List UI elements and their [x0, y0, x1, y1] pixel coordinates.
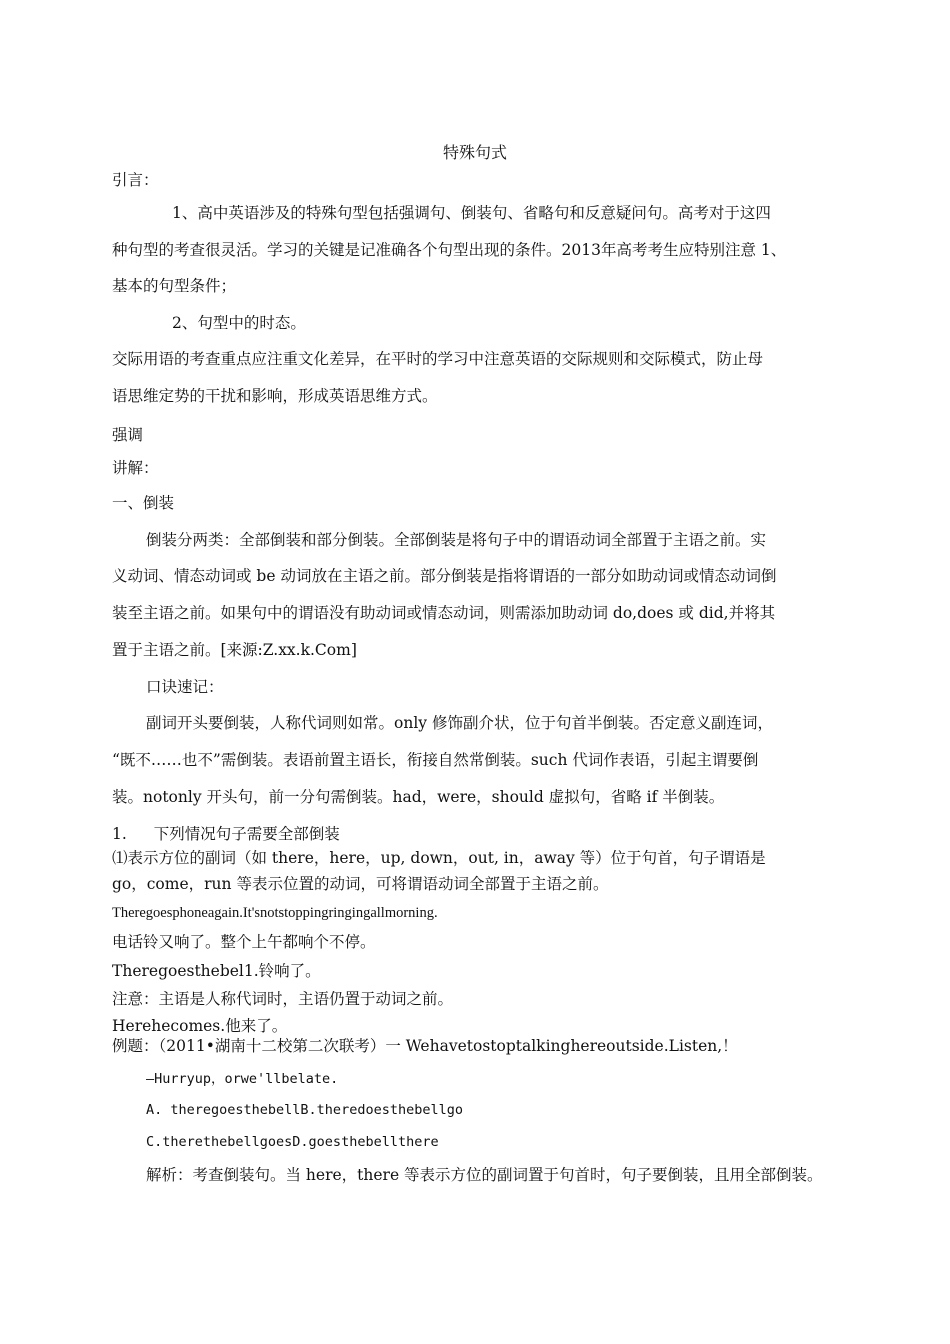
intro-paragraph-line-2: 种句型的考查很灵活。学习的关键是记准确各个句型出现的条件。2013年高考考生应特别注意 1、 — [112, 241, 787, 259]
question-options-cd: C.therethebellgoesD.goesthebellthere — [146, 1134, 439, 1150]
answer-analysis: 解析：考查倒装句。当 here，there 等表示方位的副词置于句首时，句子要倒装，且用全部倒装。 — [146, 1166, 823, 1184]
intro-paragraph-2: 2、句型中的时态。 — [172, 314, 306, 332]
question-line-1: 例题：（2011•湖南十二校第二次联考）一 Wehavetostoptalkinghereoutside.Listen,！ — [112, 1037, 738, 1055]
note-line: 注意：主语是人称代词时，主语仍置于动词之前。 — [112, 990, 454, 1008]
question-options-ab: A. theregoesthebellB.theredoesthebellgo — [146, 1102, 463, 1118]
intro-label: 引言： — [112, 171, 159, 189]
section-heading-inversion: 一、倒装 — [112, 494, 175, 512]
sub-item-1-line-2: go，come，run 等表示位置的动词，可将谓语动词全部置于主语之前。 — [112, 875, 609, 893]
emphasis-heading: 强调 — [112, 426, 144, 444]
intro-paragraph-line-3: 基本的句型条件； — [112, 277, 237, 295]
inversion-paragraph-line-3: 装至主语之前。如果句中的谓语没有助动词或情态动词，则需添加助动词 do,does 或 did,并将其 — [112, 604, 776, 622]
mnemonic-line-2: “既不……也不”需倒装。表语前置主语长，衔接自然常倒装。such 代词作表语，引起主谓要倒 — [112, 751, 759, 769]
sub-item-1-line-1: ⑴表示方位的副词（如 there，here，up, down，out, in，away 等）位于句首，句子谓语是 — [112, 849, 766, 867]
example-3: Herehecomes.他来了。 — [112, 1017, 288, 1035]
explanation-label: 讲解： — [112, 459, 159, 477]
communication-line-1: 交际用语的考查重点应注重文化差异，在平时的学习中注意英语的交际规则和交际模式，防止母 — [112, 350, 764, 368]
question-line-2: —Hurryup，orwe'llbelate. — [146, 1071, 339, 1087]
intro-paragraph-line-1: 1、高中英语涉及的特殊句型包括强调句、倒装句、省略句和反意疑问句。高考对于这四 — [172, 204, 771, 222]
example-1-chinese: 电话铃又响了。整个上午都响个不停。 — [112, 933, 376, 951]
inversion-paragraph-line-2: 义动词、情态动词或 be 动词放在主语之前。部分倒装是指将谓语的一部分如助动词或情态动词倒 — [112, 567, 777, 585]
list-item-text: 下列情况句子需要全部倒装 — [153, 825, 340, 843]
communication-line-2: 语思维定势的干扰和影响，形成英语思维方式。 — [112, 387, 438, 405]
mnemonic-line-1: 副词开头要倒装，人称代词则如常。only 修饰副介状，位于句首半倒装。否定意义副连词， — [146, 714, 773, 732]
mnemonic-line-3: 装。notonly 开头句，前一分句需倒装。had，were，should 虚拟句，省略 if 半倒装。 — [112, 788, 725, 806]
list-item-number: 1. — [112, 825, 127, 843]
example-1-english: Theregoesphoneagain.It'snotstoppingringingallmorning. — [112, 905, 438, 921]
list-item-1 — [112, 824, 842, 844]
mnemonic-label: 口诀速记： — [146, 678, 224, 696]
document-title: 特殊句式 — [442, 143, 507, 162]
inversion-paragraph-line-1: 倒装分两类：全部倒装和部分倒装。全部倒装是将句子中的谓语动词全部置于主语之前。实 — [146, 531, 767, 549]
inversion-paragraph-line-4: 置于主语之前。[来源:Z.xx.k.Com] — [112, 641, 357, 659]
example-2: Theregoesthebel1.铃响了。 — [112, 962, 321, 980]
